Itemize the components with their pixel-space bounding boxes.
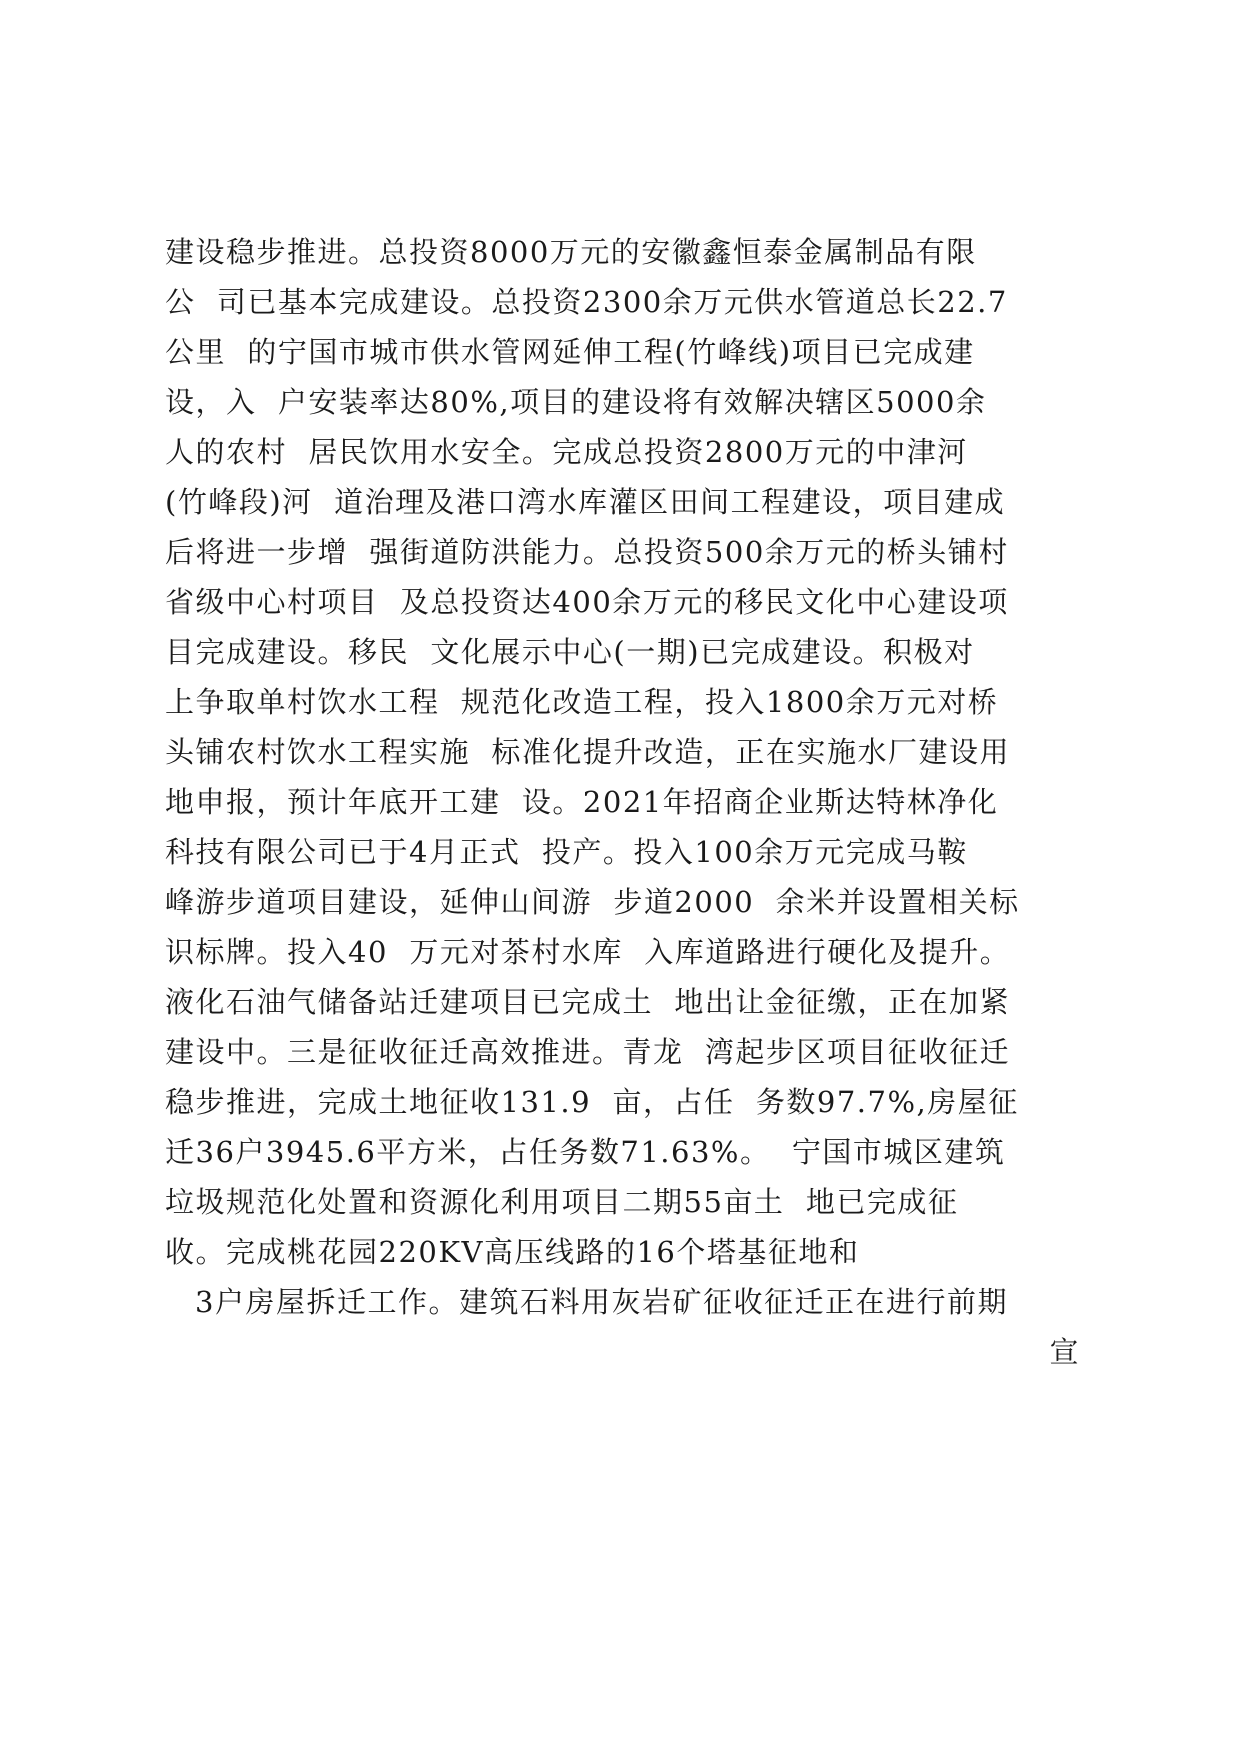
text-line-9: 目完成建设。移民 文化展示中心(一期)已完成建设。积极对: [165, 635, 975, 669]
text-line-3: 公里 的宁国市城市供水管网延伸工程(竹峰线)项目已完成建: [165, 335, 975, 369]
text-line-13: 科技有限公司已于4月正式 投产。投入100余万元完成马鞍: [165, 835, 968, 869]
text-line-11: 头铺农村饮水工程实施 标准化提升改造，正在实施水厂建设用: [165, 735, 1010, 769]
text-line-4: 设，入 户安装率达80%,项目的建设将有效解决辖区5000余: [165, 385, 987, 419]
text-line-18: 稳步推进，完成土地征收131.9 亩，占任 务数97.7%,房屋征: [165, 1085, 1019, 1119]
text-line-23: 宣: [1049, 1335, 1080, 1369]
text-line-7: 后将进一步增 强街道防洪能力。总投资500余万元的桥头铺村: [165, 535, 1009, 569]
text-line-8: 省级中心村项目 及总投资达400余万元的移民文化中心建设项: [165, 585, 1009, 619]
text-line-6: (竹峰段)河 道治理及港口湾水库灌区田间工程建设，项目建成: [165, 485, 1006, 519]
text-line-15: 识标牌。投入40 万元对茶村水库 入库道路进行硬化及提升。: [165, 935, 1011, 969]
text-line-22: 3户房屋拆迁工作。建筑石料用灰岩矿征收征迁正在进行前期: [195, 1285, 1008, 1319]
body-text: [165, 227, 1080, 1377]
text-line-5: 人的农村 居民饮用水安全。完成总投资2800万元的中津河: [165, 435, 968, 469]
text-line-14: 峰游步道项目建设，延伸山间游 步道2000 余米并设置相关标: [165, 885, 1020, 919]
text-line-2: 公 司已基本完成建设。总投资2300余万元供水管道总长22.7: [165, 285, 1008, 319]
text-line-17: 建设中。三是征收征迁高效推进。青龙 湾起步区项目征收征迁: [165, 1035, 1010, 1069]
text-line-12: 地申报，预计年底开工建 设。2021年招商企业斯达特林净化: [165, 785, 999, 819]
text-line-21: 收。完成桃花园220KV高压线路的16个塔基征地和: [165, 1235, 860, 1269]
text-line-19: 迁36户3945.6平方米，占任务数71.63%。 宁国市城区建筑: [165, 1135, 1006, 1169]
text-line-20: 垃圾规范化处置和资源化利用项目二期55亩土 地已完成征: [165, 1185, 959, 1219]
text-line-10: 上争取单村饮水工程 规范化改造工程，投入1800余万元对桥: [165, 685, 999, 719]
text-line-16: 液化石油气储备站迁建项目已完成土 地出让金征缴，正在加紧: [165, 985, 1010, 1019]
text-line-1: 建设稳步推进。总投资8000万元的安徽鑫恒泰金属制品有限: [165, 235, 977, 269]
